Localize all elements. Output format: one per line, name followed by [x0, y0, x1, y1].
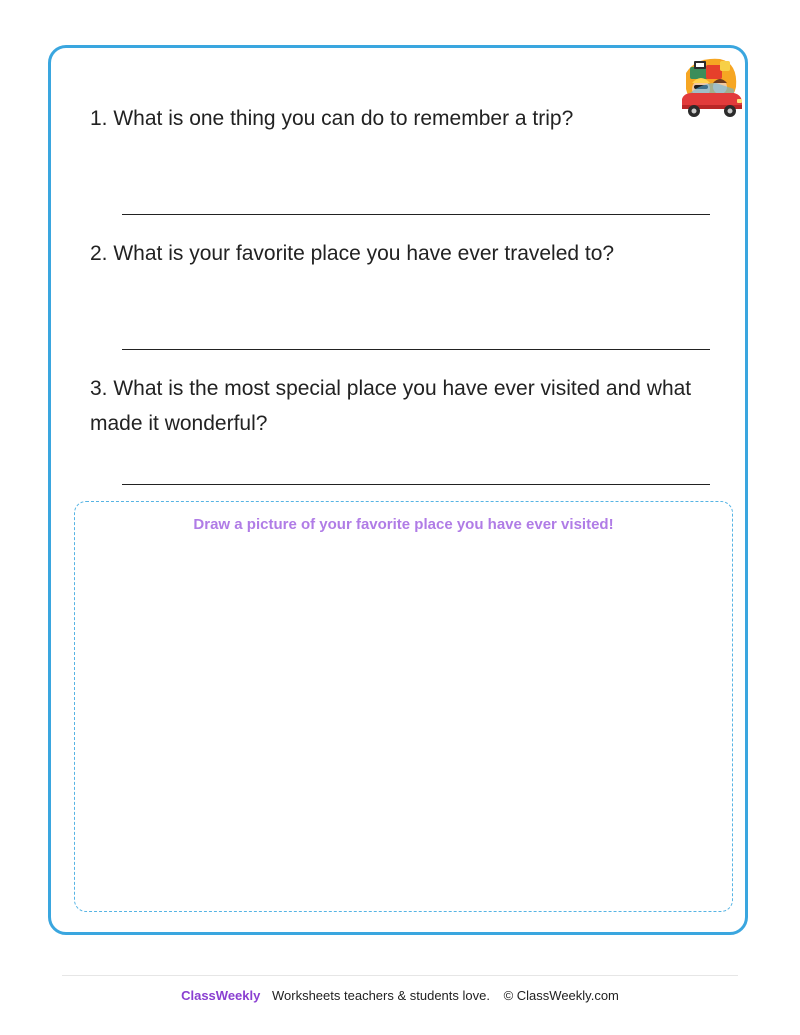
question-2: 2. What is your favorite place you have ever traveled to?	[90, 242, 615, 265]
footer-divider	[62, 975, 738, 976]
footer	[0, 988, 800, 1003]
question-1: 1. What is one thing you can do to remember a trip?	[90, 107, 574, 130]
answer-line-3[interactable]	[122, 484, 710, 485]
worksheet-frame	[48, 45, 748, 935]
drawing-area[interactable]	[74, 501, 733, 912]
footer-brand: ClassWeekly	[181, 988, 261, 1003]
footer-copyright: © ClassWeekly.com	[503, 988, 619, 1003]
footer-tagline: Worksheets teachers & students love.	[271, 988, 490, 1003]
drawing-prompt: Draw a picture of your favorite place you have ever visited!	[193, 516, 614, 533]
answer-line-1[interactable]	[122, 214, 710, 215]
answer-line-2[interactable]	[122, 349, 710, 350]
question-3: 3. What is the most special place you have ever visited and what made it wonderful?	[90, 377, 692, 435]
